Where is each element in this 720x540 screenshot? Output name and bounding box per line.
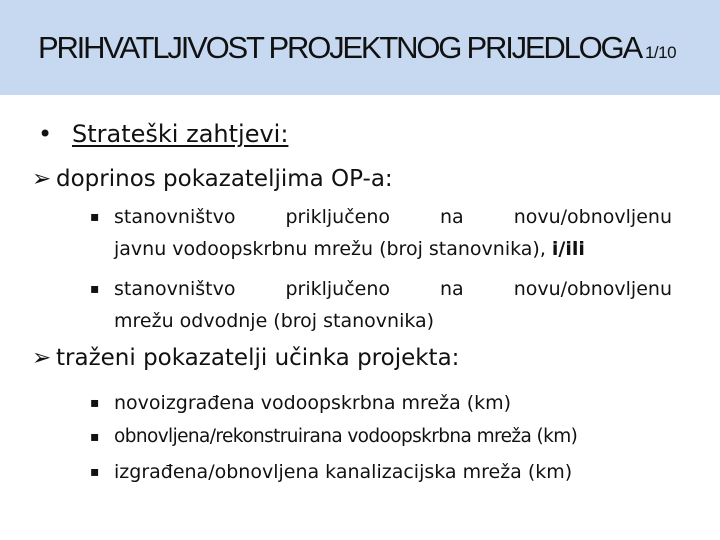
section1-label: doprinos pokazateljima OP-a: xyxy=(56,166,393,192)
item2-word: na xyxy=(440,278,464,300)
arrow-bullet-icon: ➢ xyxy=(32,166,52,192)
item1-line2-text: javnu vodoopskrbnu mrežu (broj stanovnika), xyxy=(114,238,552,260)
item1-word: stanovništvo xyxy=(114,206,236,228)
round-bullet-icon: • xyxy=(38,120,53,148)
item1-word: novu/obnovljenu xyxy=(513,206,672,228)
indicator-item: novoizgrađena vodoopskrbna mreža (km) xyxy=(114,392,512,414)
item2-line1 xyxy=(114,278,672,300)
item2-word: stanovništvo xyxy=(114,278,236,300)
page-indicator: 1/10 xyxy=(644,43,677,62)
indicator-item: obnovljena/rekonstruirana vodoopskrbna mreža (km) xyxy=(114,426,578,447)
item2-word: novu/obnovljenu xyxy=(513,278,672,300)
slide-title-text: PRIHVATLJIVOST PROJEKTNOG PRIJEDLOGA xyxy=(38,30,641,65)
slide-title xyxy=(38,30,676,66)
item1-conjunction: i/ili xyxy=(551,238,585,260)
strategic-requirements-heading: Strateški zahtjevi: xyxy=(72,120,289,148)
item2-word: priključeno xyxy=(285,278,391,300)
square-bullet-icon: ▪ xyxy=(90,429,100,445)
arrow-bullet-icon: ➢ xyxy=(32,345,52,371)
item1-word: priključeno xyxy=(285,206,391,228)
square-bullet-icon: ▪ xyxy=(90,395,100,411)
item1-line2 xyxy=(114,238,585,260)
square-bullet-icon: ▪ xyxy=(90,281,100,297)
item1-word: na xyxy=(440,206,464,228)
item1-line1 xyxy=(114,206,672,228)
item2-line2: mrežu odvodnje (broj stanovnika) xyxy=(114,310,435,332)
square-bullet-icon: ▪ xyxy=(90,464,100,480)
title-bar xyxy=(0,0,720,95)
square-bullet-icon: ▪ xyxy=(90,209,100,225)
section2-label: traženi pokazatelji učinka projekta: xyxy=(56,345,460,371)
indicator-item: izgrađena/obnovljena kanalizacijska mreža (km) xyxy=(114,461,573,483)
